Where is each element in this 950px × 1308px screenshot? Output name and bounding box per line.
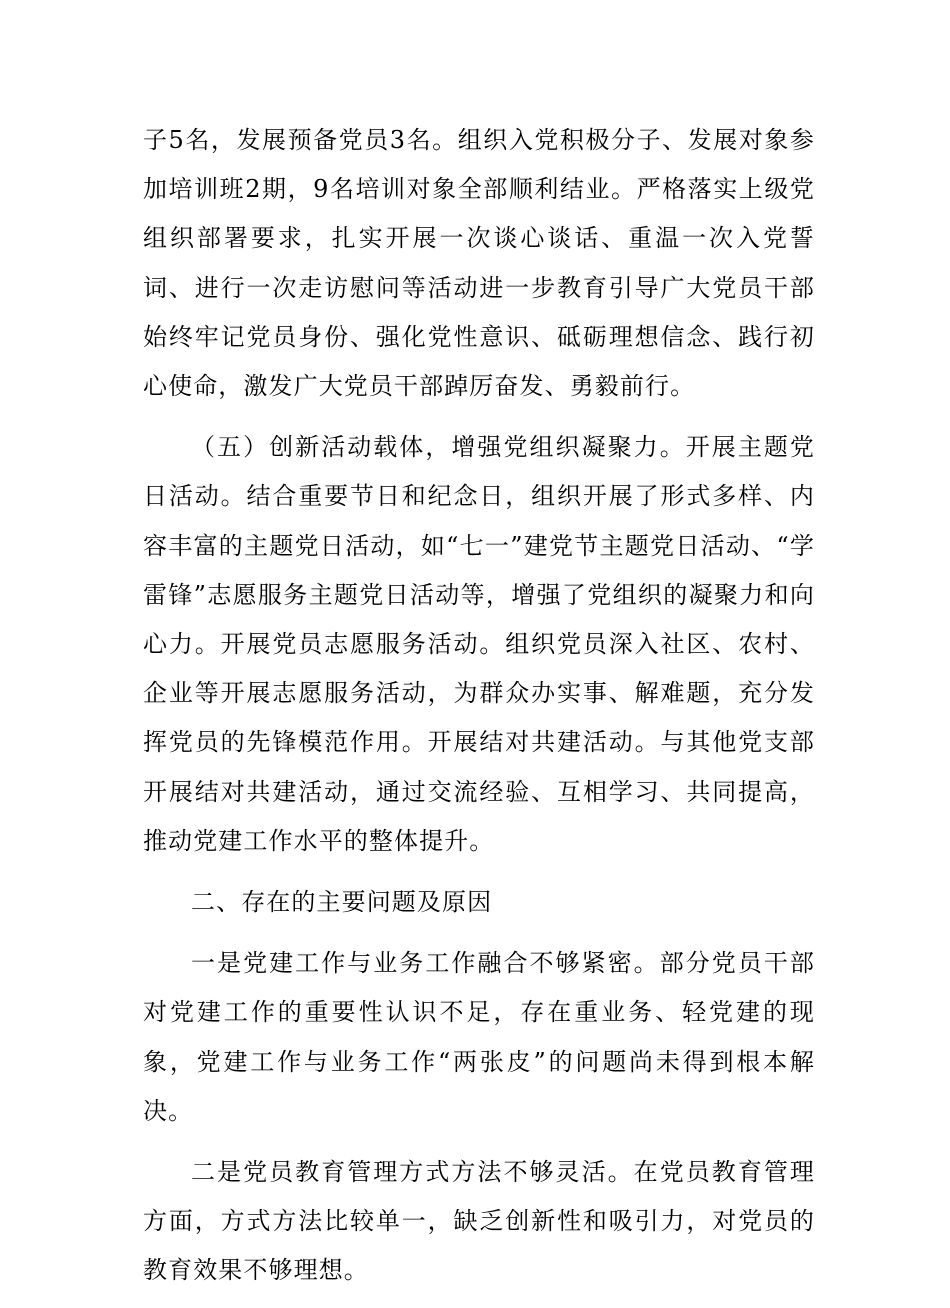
section-heading: 二、存在的主要问题及原因 — [191, 888, 493, 917]
paragraph-4: 一是党建工作与业务工作融合不够紧密。部分党员干部对党建工作的重要性认识不足，存在重业务、轻党建的现象，党建工作与业务工作“两张皮”的问题尚未得到根本解决。 — [143, 949, 815, 1125]
document-body — [143, 116, 815, 1308]
paragraph-1: 子5名，发展预备党员3名。组织入党积极分子、发展对象参加培训班2期，9名培训对象全部顺利结业。严格落实上级党组织部署要求，扎实开展一次谈心谈话、重温一次入党誓词、进行一次走访慰问等活动进一步教育引导广大党员干部始终牢记党员身份、强化党性意识、砥砺理想信念、践行初心使命，激发广大党员干部踔厉奋发、勇毅前行。 — [143, 126, 815, 401]
paragraph-5: 二是党员教育管理方式方法不够灵活。在党员教育管理方面，方式方法比较单一，缺乏创新性和吸引力，对党员的教育效果不够理想。 — [143, 1158, 815, 1285]
paragraph-2: （五）创新活动载体，增强党组织凝聚力。开展主题党日活动。结合重要节日和纪念日，组织开展了形式多样、内容丰富的主题党日活动，如“七一”建党节主题党日活动、“学雷锋”志愿服务主题党日活动等，增强了党组织的凝聚力和向心力。开展党员志愿服务活动。组织党员深入社区、农村、企业等开展志愿服务活动，为群众办实事、解难题，充分发挥党员的先锋模范作用。开展结对共建活动。与其他党支部开展结对共建活动，通过交流经验、互相学习、共同提高，推动党建工作水平的整体提升。 — [143, 433, 815, 855]
